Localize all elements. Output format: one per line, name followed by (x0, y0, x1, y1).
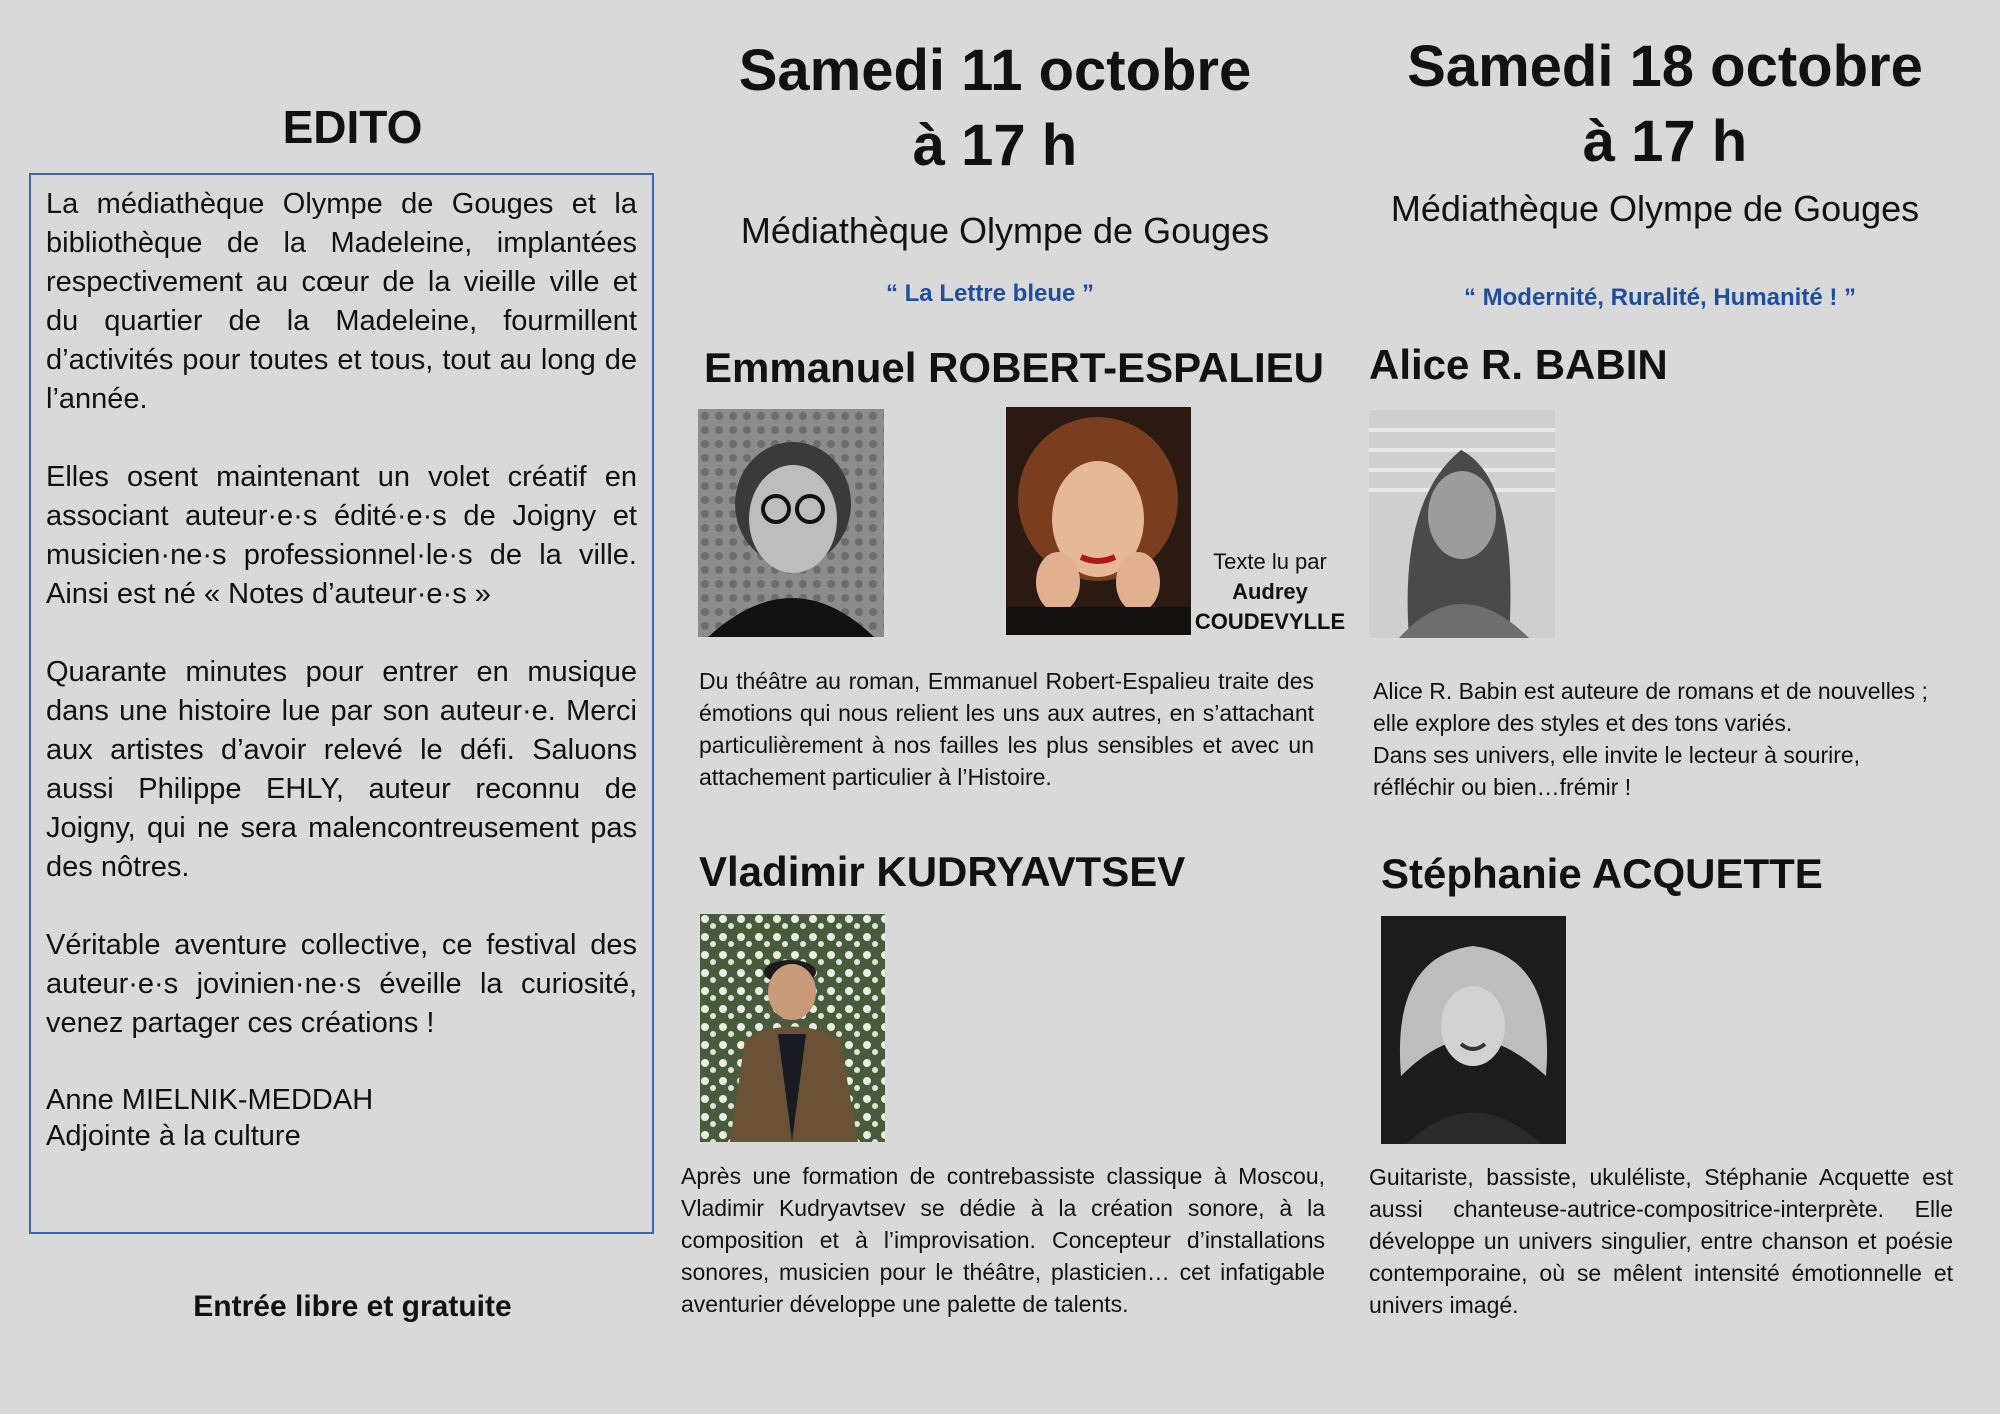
edito-title: EDITO (282, 101, 423, 153)
author-name-robert-espalieu: Emmanuel ROBERT-ESPALIEU (704, 344, 1324, 391)
date-line: Samedi 11 octobre (738, 38, 1252, 103)
edito-paragraph: Quarante minutes pour entrer en musique dans une histoire lue par son auteur·e. Merci aux artistes d’avoir relevé le défi. Saluons aussi Philippe EHLY, auteur reconnu de Joigny, qui ne sera malencontreusement pas des nôtres. (46, 656, 637, 883)
author-name-kudryavtsev: Vladimir KUDRYAVTSEV (699, 848, 1186, 895)
venue-oct18: Médiathèque Olympe de Gouges (1390, 188, 1920, 229)
author-photo-robert-espalieu (698, 409, 884, 637)
bio-line: elle explore des styles et des tons variés. (1373, 710, 1793, 736)
edito-paragraph: La médiathèque Olympe de Gouges et la bibliothèque de la Madeleine, implantées respectivement au cœur de la vieille ville et du quartier de la Madeleine, fourmillent d’activités pour toutes et tous, tout au long de l’année. (46, 188, 637, 415)
reader-credit (1190, 547, 1350, 637)
theme-oct11: “ La Lettre bleue ” (885, 280, 1095, 307)
signature-name: Anne MIELNIK-MEDDAH (46, 1084, 374, 1116)
free-entry-note: Entrée libre et gratuite (193, 1290, 512, 1323)
author-bio-babin (1373, 675, 1973, 803)
edito-paragraph: Véritable aventure collective, ce festival des auteur·e·s jovinien·ne·s éveille la curiosité, venez partager ces créations ! (46, 929, 637, 1039)
venue-oct11: Médiathèque Olympe de Gouges (740, 210, 1270, 251)
author-photo-kudryavtsev (700, 914, 885, 1142)
time-line: à 17 h (1582, 109, 1748, 174)
reader-last-name: COUDEVYLLE (1194, 609, 1346, 634)
author-bio-acquette: Guitariste, bassiste, ukuléliste, Stéphanie Acquette est aussi chanteuse-autrice-compositrice-interprète. Elle développe un univers singulier, entre chanson et poésie contemporaine, où se mêlent intensité émotionnelle et univers imagé. (1369, 1164, 1953, 1318)
author-bio-kudryavtsev: Après une formation de contrebassiste classique à Moscou, Vladimir Kudryavtsev se dédie à la création sonore, à la composition et à l’improvisation. Concepteur d’installations sonores, musicien pour le théâtre, plasticien… cet infatigable aventurier développe une palette de talents. (681, 1163, 1325, 1317)
reader-first-name: Audrey (1232, 579, 1308, 604)
author-bio-robert-espalieu: Du théâtre au roman, Emmanuel Robert-Espalieu traite des émotions qui nous relient les uns aux autres, en s’attachant particulièrement à nos failles les plus sensibles et avec un attachement particulier à l’Histoire. (699, 668, 1314, 790)
bio-line: Alice R. Babin est auteure de romans et de nouvelles ; (1373, 678, 1928, 704)
bio-line: réfléchir ou bien…frémir ! (1373, 774, 1632, 800)
edito-box (29, 173, 654, 1234)
author-name-acquette: Stéphanie ACQUETTE (1381, 850, 1823, 897)
author-photo-acquette (1381, 916, 1566, 1144)
reader-photo-coudevylle (1006, 407, 1191, 635)
date-line: Samedi 18 octobre (1407, 34, 1923, 99)
date-heading-oct18 (1370, 29, 1960, 179)
signature-role: Adjointe à la culture (46, 1120, 301, 1152)
time-line: à 17 h (912, 113, 1078, 178)
theme-oct18: “ Modernité, Ruralité, Humanité ! ” (1463, 284, 1857, 311)
reader-intro: Texte lu par (1213, 549, 1327, 574)
date-heading-oct11 (700, 33, 1290, 183)
author-photo-babin (1369, 410, 1555, 638)
bio-line: Dans ses univers, elle invite le lecteur à sourire, (1373, 742, 1861, 768)
author-name-babin: Alice R. BABIN (1369, 341, 1668, 388)
edito-paragraph: Elles osent maintenant un volet créatif en associant auteur·e·s édité·e·s de Joigny et musicien·ne·s professionnel·le·s de la ville. Ainsi est né « Notes d’auteur·e·s » (46, 461, 637, 610)
